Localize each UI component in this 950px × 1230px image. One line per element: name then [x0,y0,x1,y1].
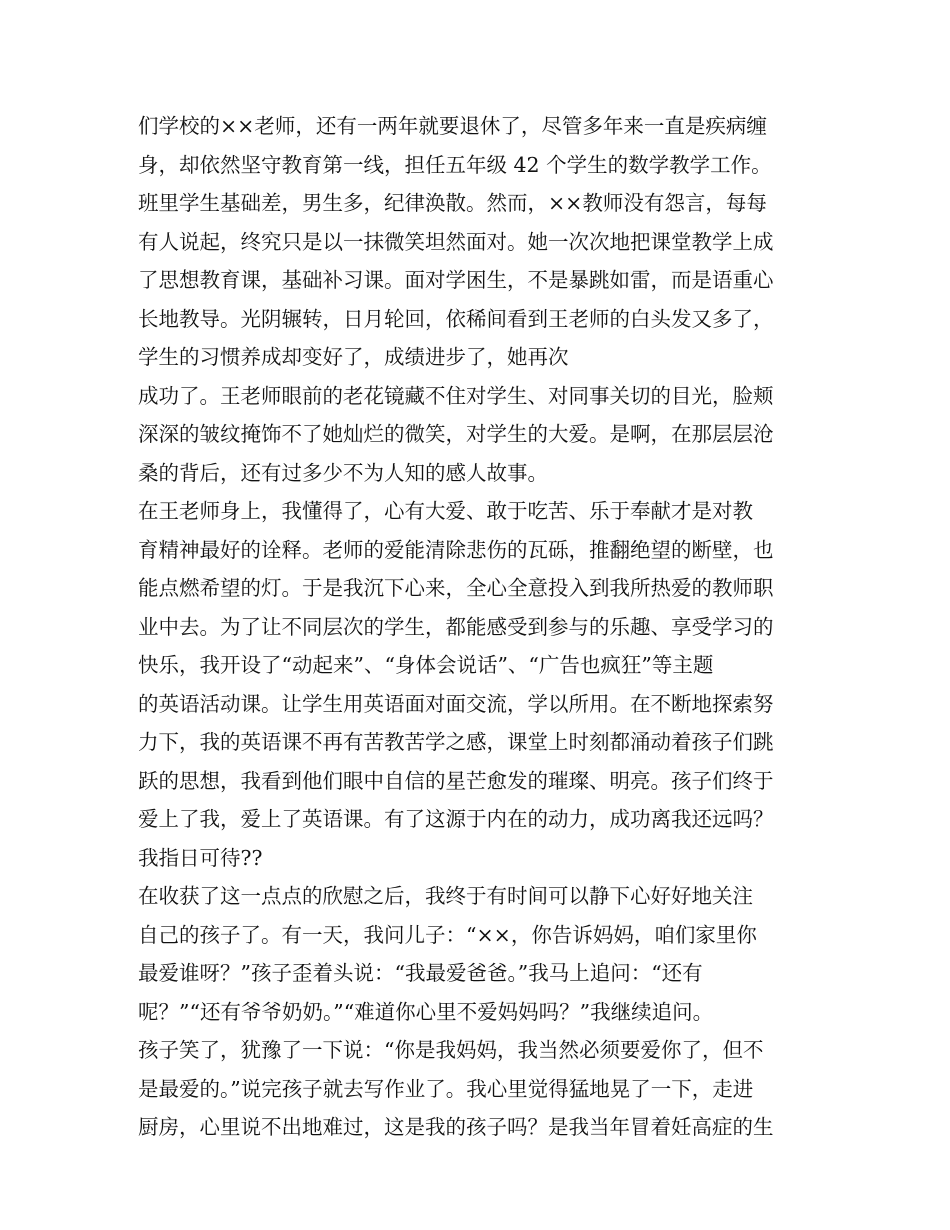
text-line: 能点燃希望的灯。于是我沉下心来，全心全意投入到我所热爱的教师职 [138,576,774,600]
document-body [138,107,818,1147]
text-line: 厨房，心里说不出地难过，这是我的孩子吗？是我当年冒着妊高症的生 [138,1115,774,1139]
text-line: 在收获了这一点点的欣慰之后，我终于有时间可以静下心好好地关注 [138,884,753,908]
text-line: 的英语活动课。让学生用英语面对面交流，学以所用。在不断地探索努 [138,691,774,716]
text-line: 了思想教育课，基础补习课。面对学困生，不是暴跳如雷，而是语重心 [138,268,774,292]
text-line: 在王老师身上，我懂得了，心有大爱、敢于吃苦、乐于奉献才是对教 [138,499,753,523]
text-line: 成功了。王老师眼前的老花镜藏不住对学生、对同事关切的目光，脸颊 [138,383,774,408]
text-line: 育精神最好的诠释。老师的爱能清除悲伤的瓦砾，推翻绝望的断壁，也 [138,537,774,562]
text-line: 业中去。为了让不同层次的学生，都能感受到参与的乐趣、享受学习的 [138,614,774,639]
text-line: 有人说起，终究只是以一抹微笑坦然面对。她一次次地把课堂教学上成 [138,229,774,254]
text-line: 身，却依然坚守教育第一线，担任五年级 42 个学生的数学教学工作。 [138,152,772,177]
text-line: 自己的孩子了。有一天，我问儿子：“××，你告诉妈妈，咱们家里你 [138,922,757,947]
text-line: 力下，我的英语课不再有苦教苦学之感，课堂上时刻都涌动着孩子们跳 [138,730,774,754]
text-line: 们学校的××老师，还有一两年就要退休了，尽管多年来一直是疾病缠 [138,114,767,138]
text-line: 快乐，我开设了“动起来”、“身体会说话”、“广告也疯狂”等主题 [138,653,714,677]
text-line: 深深的皱纹掩饰不了她灿烂的微笑，对学生的大爱。是啊，在那层层沧 [138,422,774,446]
text-line: 孩子笑了，犹豫了一下说：“你是我妈妈，我当然必须要爱你了，但不 [138,1038,764,1062]
text-line: 我指日可待?? [138,845,263,870]
text-line: 最爱谁呀？”孩子歪着头说：“我最爱爸爸。”我马上追问：“还有 [138,961,703,985]
text-line: 跃的思想，我看到他们眼中自信的星芒愈发的璀璨、明亮。孩子们终于 [138,768,774,793]
text-line: 呢？”“还有爷爷奶奶。”“难道你心里不爱妈妈吗？”我继续追问。 [138,999,714,1024]
text-line: 爱上了我，爱上了英语课。有了这源于内在的动力，成功离我还远吗？ [138,807,774,831]
text-line: 是最爱的。”说完孩子就去写作业了。我心里觉得猛地晃了一下，走进 [138,1076,754,1101]
text-line: 班里学生基础差，男生多，纪律涣散。然而，××教师没有怨言，每每 [138,191,767,215]
text-line: 桑的背后，还有过多少不为人知的感人故事。 [138,460,548,485]
text-line: 长地教导。光阴辗转，日月轮回，依稀间看到王老师的白头发又多了， [138,306,774,331]
text-line: 学生的习惯养成却变好了，成绩进步了，她再次 [138,345,569,369]
